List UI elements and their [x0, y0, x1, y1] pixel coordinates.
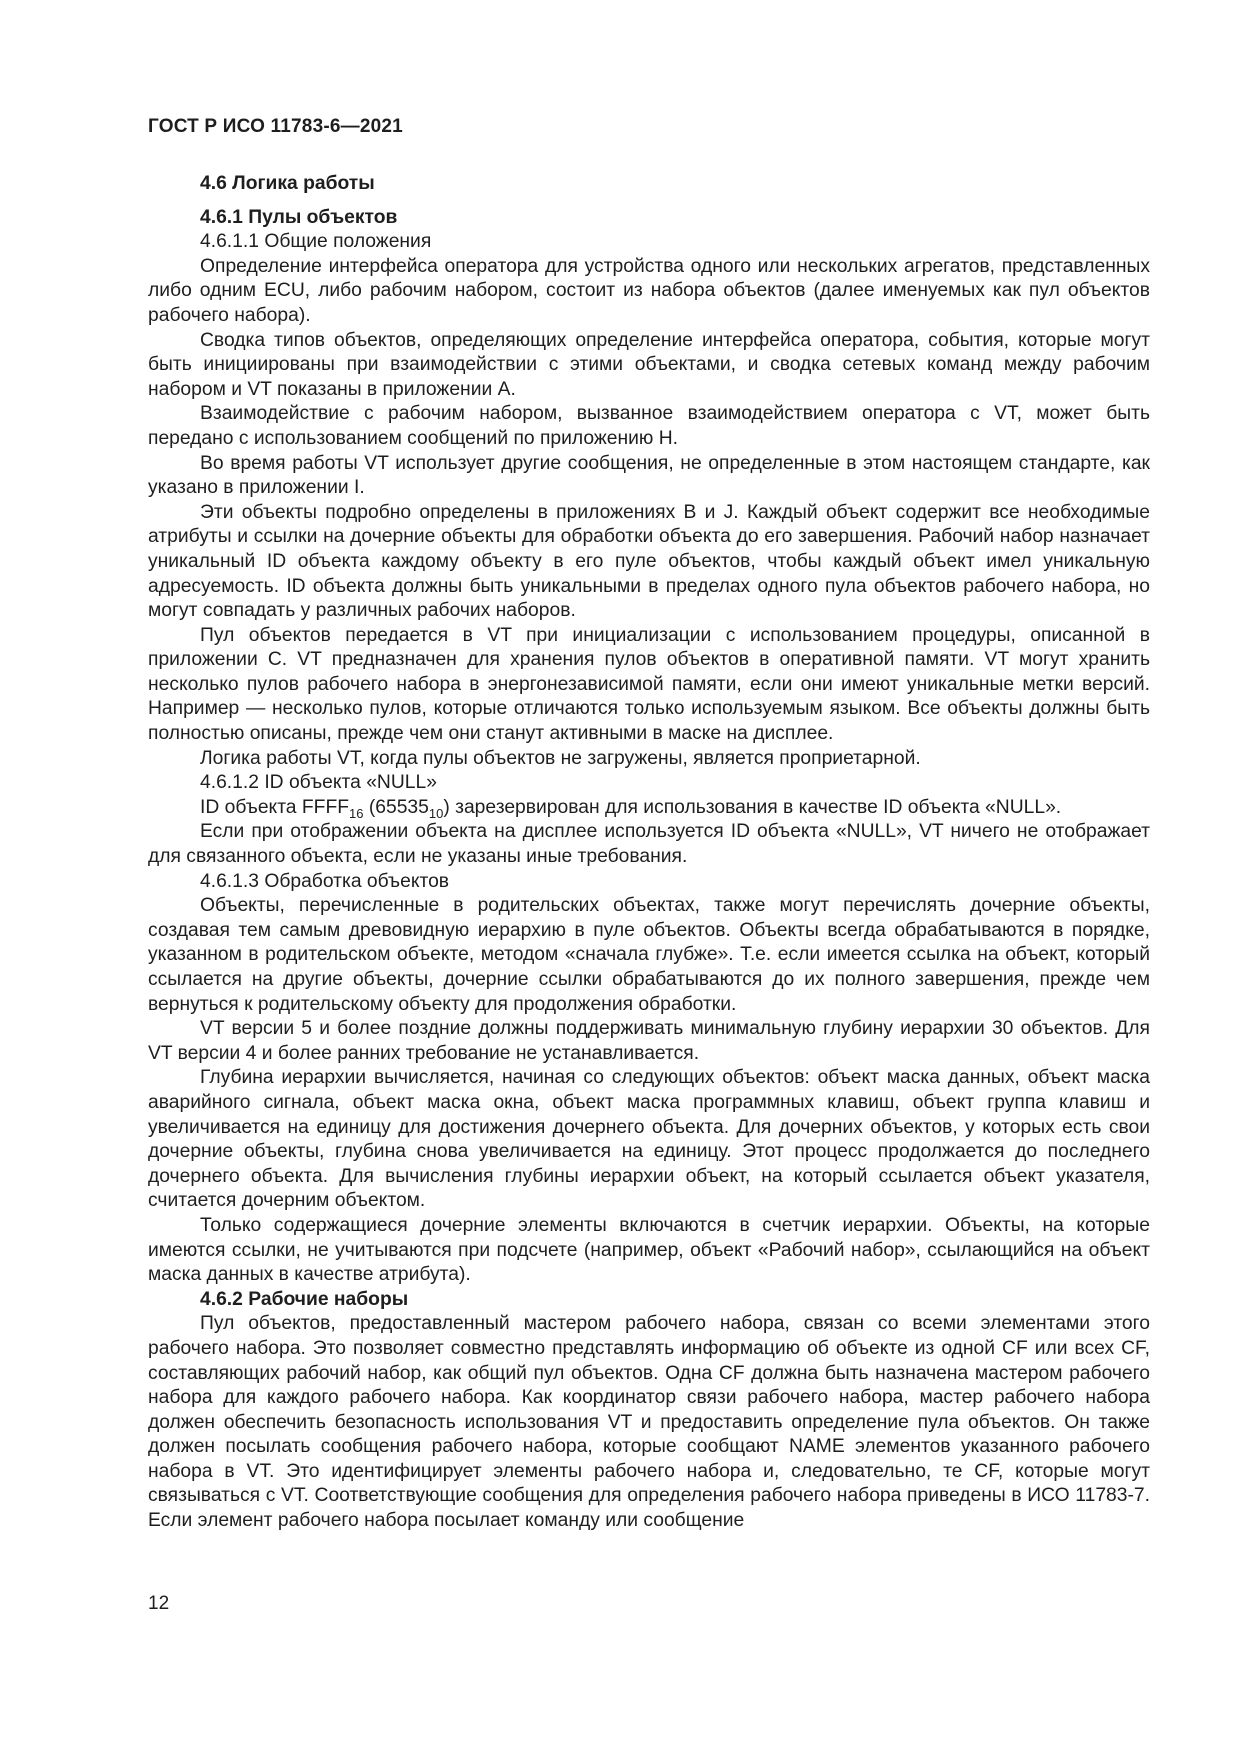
section-heading-4-6-2: 4.6.2 Рабочие наборы — [200, 1288, 409, 1310]
paragraph: Взаимодействие с рабочим набором, вызванное взаимодействием оператора с VT, может быть передано с использованием сообщений по приложению Н. — [148, 403, 1150, 449]
subsection-heading-4-6-1-2: 4.6.1.2 ID объекта «NULL» — [200, 772, 437, 794]
subsection-heading-4-6-1-1: 4.6.1.1 Общие положения — [200, 231, 432, 253]
paragraph: VT версии 5 и более поздние должны поддерживать минимальную глубину иерархии 30 объектов. Для VT версии 4 и более ранних требование не устанавливается. — [148, 1018, 1150, 1064]
section-heading-4-6: 4.6 Логика работы — [200, 173, 375, 194]
section-heading-4-6-1: 4.6.1 Пулы объектов — [200, 206, 398, 228]
text-run: (65535 — [363, 796, 429, 818]
paragraph: Во время работы VT использует другие сообщения, не определенные в этом настоящем стандарте, как указано в приложении I. — [148, 452, 1150, 499]
text-run: ID объекта FFFF — [200, 796, 349, 818]
document-body — [148, 172, 1150, 1534]
subscript-base: 16 — [349, 805, 364, 821]
subsection-heading-4-6-1-3: 4.6.1.3 Обработка объектов — [200, 870, 450, 892]
document-header: ГОСТ Р ИСО 11783-6—2021 — [148, 116, 403, 137]
paragraph-null-id — [148, 796, 1150, 821]
paragraph: Эти объекты подробно определены в приложениях В и J. Каждый объект содержит все необходимые атрибуты и ссылки на дочерние объекты для обработки объекта до его завершения. Рабочий набор назначает уникальный ID объекта каждому объекту в его пуле объектов, чтобы каждый объект имел уникальную адресуемость. ID объекта должны быть уникальными в пределах одного пула объектов рабочего набора, но могут совпадать у различных рабочих наборов. — [148, 501, 1150, 622]
subscript-base: 10 — [428, 805, 444, 821]
paragraph: Пул объектов передается в VT при инициализации с использованием процедуры, описанной в приложении С. VT предназначен для хранения пулов объектов в оперативной памяти. VT могут хранить несколько пулов рабочего набора в энергонезависимой памяти, если они имеют уникальные метки версий. Например — несколько пулов, которые отличаются только используемым языком. Все объекты должны быть полностью описаны, прежде чем они станут активными в маске на дисплее. — [148, 624, 1150, 745]
paragraph: Сводка типов объектов, определяющих определение интерфейса оператора, события, которые могут быть инициированы при взаимодействии с этими объектами, и сводка сетевых команд между рабочим набором и VT показаны в приложении А. — [148, 329, 1150, 400]
spacer — [148, 197, 1150, 206]
paragraph: Если при отображении объекта на дисплее используется ID объекта «NULL», VT ничего не отображает для связанного объекта, если не указаны иные требования. — [148, 821, 1150, 868]
paragraph: Определение интерфейса оператора для устройства одного или нескольких агрегатов, представленных либо одним ECU, либо рабочим набором, состоит из набора объектов (далее именуемых как пул объектов рабочего набора). — [148, 255, 1150, 326]
paragraph: Пул объектов, предоставленный мастером рабочего набора, связан со всеми элементами этого рабочего набора. Это позволяет совместно представлять информацию об объекте из одной CF или всех CF, составляющих рабочий набор, как общий пул объектов. Одна CF должна быть назначена мастером рабочего набора для каждого рабочего набора. Как координатор связи рабочего набора, мастер рабочего набора должен обеспечить безопасность использования VT и предоставить определение пула объектов. Он также должен посылать сообщения рабочего набора, которые сообщают NAME элементов указанного рабочего набора в VT. Это идентифицирует элементы рабочего набора и, следовательно, те CF, которые могут связываться с VT. Соответствующие сообщения для определения рабочего набора приведены в ИСО 11783-7. Если элемент рабочего набора посылает команду или сообщение — [148, 1313, 1150, 1532]
paragraph: Объекты, перечисленные в родительских объектах, также могут перечислять дочерние объекты, создавая тем самым древовидную иерархию в пуле объектов. Объекты всегда обрабатываются в порядке, указанном в родительском объекте, методом «сначала глубже». Т.е. если имеется ссылка на объект, который ссылается на другие объекты, дочерние ссылки обрабатываются до их полного завершения, прежде чем вернуться к родительскому объекту для продолжения обработки. — [148, 895, 1150, 1015]
page-number: 12 — [148, 1593, 170, 1614]
paragraph: Только содержащиеся дочерние элементы включаются в счетчик иерархии. Объекты, на которые имеются ссылки, не учитываются при подсчете (например, объект «Рабочий набор», ссылающийся на объект маска данных в качестве атрибута). — [148, 1214, 1150, 1286]
text-run: ) зарезервирован для использования в качестве ID объекта «NULL». — [443, 796, 1062, 818]
paragraph: Глубина иерархии вычисляется, начиная со следующих объектов: объект маска данных, объект маска аварийного сигнала, объект маска окна, объект маска программных клавиш, объект группа клавиш и увеличивается на единицу для достижения дочернего объекта. Для дочерних объектов, у которых есть свои дочерние объекты, глубина снова увеличивается на единицу. Этот процесс продолжается до последнего дочернего объекта. Для вычисления глубины иерархии объект, на который ссылается объект указателя, считается дочерним объектом. — [148, 1067, 1150, 1212]
paragraph: Логика работы VT, когда пулы объектов не загружены, является проприетарной. — [200, 747, 921, 769]
